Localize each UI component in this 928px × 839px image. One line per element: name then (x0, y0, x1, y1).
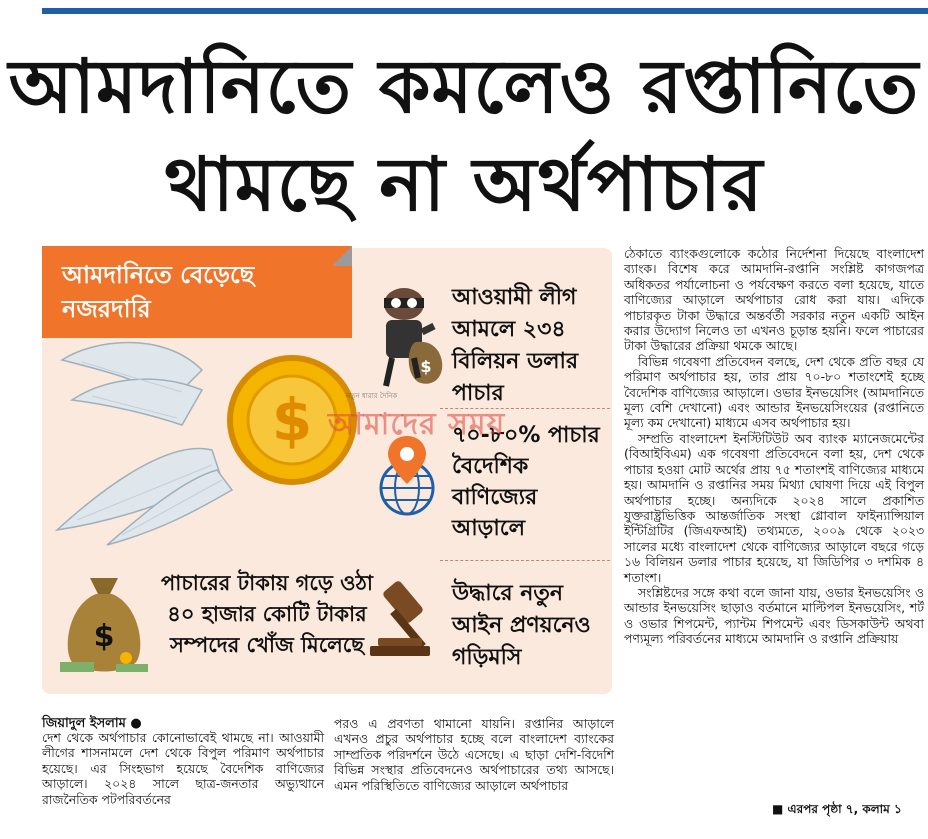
article-paragraph: সংশ্লিষ্টদের সঙ্গে কথা বলে জানা যায়, ওভার ইনভয়েসিং ও আন্ডার ইনভয়েসিং ছাড়াও বর্তমানে মাল্টিপল ইনভয়েসিং, শর্ট ও ওভার শিপমেন্ট, প্যান্টম শিপমেন্ট এবং ডিসকাউন্ট অথবা পণ্যমূল্য পরিবর্তনের মাধ্যমে আমদানি ও রপ্তানি প্রক্রিয়ায় (624, 584, 924, 647)
fact-divider-2 (440, 560, 610, 561)
article-left-column (42, 730, 324, 807)
fact-laundered-amount: আওয়ামী লীগ আমলে ২৩৪ বিলিয়ন ডলার পাচার (452, 285, 579, 406)
byline: জিয়াদুল ইসলাম ● (42, 716, 142, 731)
article-right-column (624, 246, 924, 647)
article-paragraph: বিভিন্ন গবেষণা প্রতিবেদন বলছে, দেশ থেকে প্রতি বছর যে পরিমাণ অর্থপাচার হয়, তার প্রায় ৭০-৮০ শতাংশেই হচ্ছে বৈদেশিক বাণিজ্যের আড়ালে। ওভার ইনভয়েসিং (আমদানিতে মূল্য বেশি দেখানো) এবং আন্ডার ইনভয়েসিংয়ের (রপ্তানিতে মূল্য কম দেখানো) মাধ্যমে এসব অর্থপাচার হয়। (624, 353, 924, 431)
watermark-logo: আমাদের সময় (328, 407, 506, 442)
ribbon-title: আমদানিতে বেড়েছে নজরদারি (62, 261, 255, 323)
fact-trade-share: ৭০-৮০% পাচার বৈদেশিক বাণিজ্যের আড়ালে (452, 423, 600, 541)
article-paragraph: ঠেকাতে ব্যাংকগুলোকে কঠোর নির্দেশনা দিয়েছে বাংলাদেশ ব্যাংক। বিশেষ করে আমদানি-রপ্তানি সংশ্লিষ্ট কাগজপত্র অধিকতর পর্যালোচনা ও পর্যবেক্ষণ করতে বলা হয়েছে, যাতে বাণিজ্যের আড়ালে অর্থপাচার রোধ করা যায়। এদিকে পাচারকৃত টাকা উদ্ধারে অন্তর্বর্তী সরকার নতুন একটি আইন করার উদ্যোগ নিলেও তা এখনও চূড়ান্ত হয়নি। ফলে পাচারের টাকা উদ্ধারের প্রক্রিয়া থমকে আছে। (624, 246, 924, 354)
article-paragraph: পরও এ প্রবণতা থামানো যায়নি। রপ্তানির আড়ালে এখনও প্রচুর অর্থপাচার হচ্ছে বলে বাংলাদেশ ব্যাংকের সাম্প্রতিক পরিদর্শনে উঠে এসেছে। এ ছাড়া দেশি-বিদেশি বিভিন্ন সংস্থার প্রতিবেদনেও অর্থপাচারের তথ্য আসছে। এমন পরিস্থিতিতে বাণিজ্যের আড়ালে অর্থপাচার (334, 716, 614, 793)
article-middle-column (334, 716, 614, 793)
svg-text:$: $ (271, 386, 313, 454)
svg-text:$: $ (93, 619, 115, 654)
fact-assets-found: পাচারের টাকায় গড়ে ওঠা ৪০ হাজার কোটি টাকার সম্পদের খোঁজ মিলেছে (161, 571, 373, 657)
thief-icon (368, 282, 448, 392)
svg-text:$: $ (420, 357, 432, 376)
top-rule (42, 8, 928, 14)
article-paragraph: দেশ থেকে অর্থপাচার কোনোভাবেই থামছে না। আওয়ামী লীগের শাসনামলে দেশ থেকে বিপুল পরিমাণ অর্থপাচার হয়েছে। এর সিংহভাগ হয়েছে বৈদেশিক বাণিজ্যের আড়ালে। ২০২৪ সালে ছাত্র-জনতার অভ্যুত্থানে রাজনৈতিক পটপরিবর্তনের (42, 730, 324, 807)
money-bag-icon (56, 566, 152, 676)
fact-law-delay: উদ্ধারে নতুন আইন প্রণয়নেও গড়িমসি (452, 581, 591, 670)
headline-line-1: আমদানিতে কমলেও রপ্তানিতে (8, 44, 920, 130)
article-paragraph: সম্প্রতি বাংলাদেশ ইনস্টিটিউট অব ব্যাংক ম্যানেজমেন্টের (বিআইবিএম) এক গবেষণা প্রতিবেদনে বলা হয়, দেশ থেকে পাচার হওয়া মোট অর্থের প্রায় ৭৫ শতাংশই বাণিজ্যের মাধ্যমে হয়। আমদানি ও রপ্তানির সময় মিথ্যা ঘোষণা দিয়ে এই বিপুল অর্থপাচার হচ্ছে। অন্যদিকে ২০২৪ সালে প্রকাশিত যুক্তরাষ্ট্রভিত্তিক আন্তর্জাতিক সংস্থা গ্লোবাল ফাইন্যান্সিয়াল ইন্টিগ্রিটির (জিএফআই) তথ্যমতে, ২০০৯ থেকে ২০২৩ সালের মধ্যে বাংলাদেশ থেকে বাণিজ্যের আড়ালে বছরে গড়ে ১৬ বিলিয়ন ডলার পাচার হয়েছে, যা জিডিপির ৩ দশমিক ৪ শতাংশ। (624, 430, 924, 585)
headline-line-2: থামছে না অর্থপাচার (164, 142, 764, 228)
continued-on-page: ■ এরপর পৃষ্ঠা ৭, কলাম ১ (772, 802, 902, 816)
watermark-tagline: নতুন ধারার দৈনিক (346, 392, 398, 400)
